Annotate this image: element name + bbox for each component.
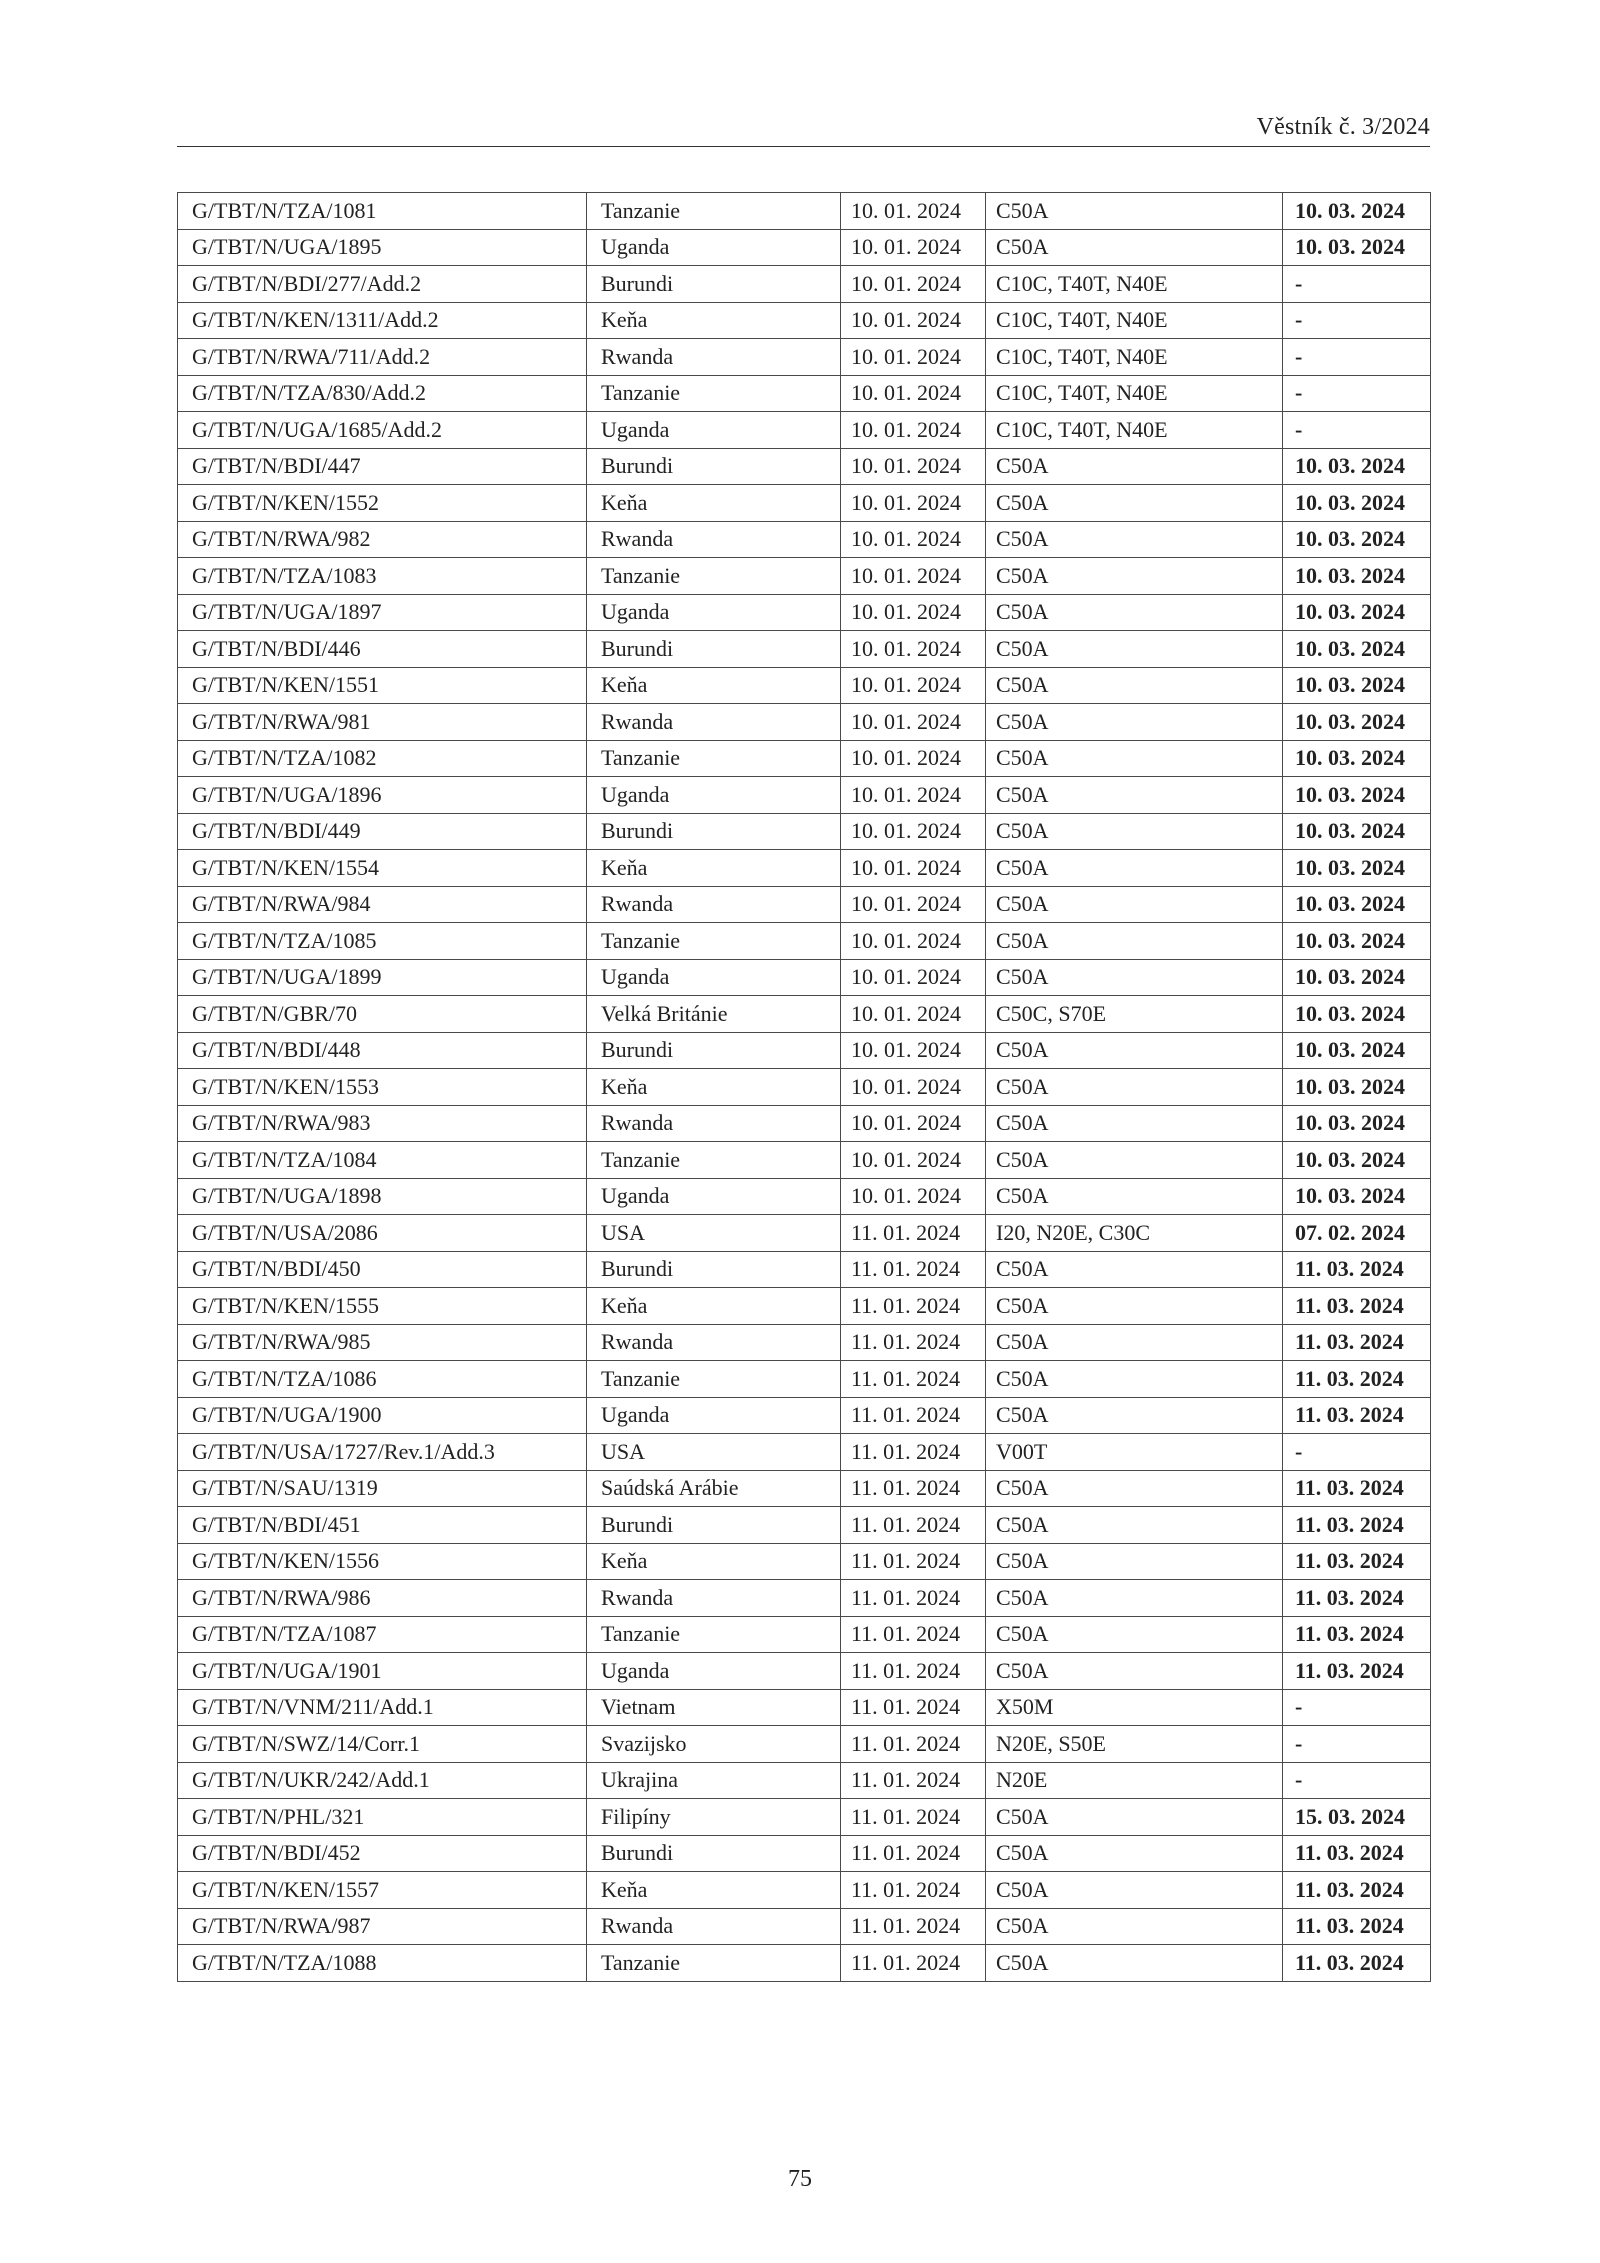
- deadline-cell: -: [1283, 412, 1431, 449]
- notification-symbol: G/TBT/N/USA/1727/Rev.1/Add.3: [178, 1434, 587, 1471]
- table-row: [178, 1142, 1431, 1179]
- codes-cell: C50A: [986, 594, 1283, 631]
- date-cell: 10. 01. 2024: [841, 777, 986, 814]
- table-row: [178, 850, 1431, 887]
- codes-cell: C50A: [986, 1908, 1283, 1945]
- date-cell: 11. 01. 2024: [841, 1251, 986, 1288]
- deadline-cell: 11. 03. 2024: [1283, 1653, 1431, 1690]
- date-cell: 10. 01. 2024: [841, 1105, 986, 1142]
- codes-cell: C10C, T40T, N40E: [986, 412, 1283, 449]
- country-cell: Velká Británie: [587, 996, 841, 1033]
- deadline-cell: 10. 03. 2024: [1283, 193, 1431, 230]
- codes-cell: C50A: [986, 1835, 1283, 1872]
- deadline-cell: -: [1283, 266, 1431, 303]
- notification-symbol: G/TBT/N/BDI/448: [178, 1032, 587, 1069]
- codes-cell: C50A: [986, 1397, 1283, 1434]
- notification-symbol: G/TBT/N/KEN/1311/Add.2: [178, 302, 587, 339]
- country-cell: Burundi: [587, 266, 841, 303]
- notification-symbol: G/TBT/N/BDI/452: [178, 1835, 587, 1872]
- country-cell: Uganda: [587, 777, 841, 814]
- codes-cell: C50A: [986, 1470, 1283, 1507]
- deadline-cell: 11. 03. 2024: [1283, 1543, 1431, 1580]
- codes-cell: C50A: [986, 667, 1283, 704]
- table-row: [178, 1799, 1431, 1836]
- date-cell: 10. 01. 2024: [841, 1069, 986, 1106]
- notification-symbol: G/TBT/N/BDI/451: [178, 1507, 587, 1544]
- country-cell: Keňa: [587, 667, 841, 704]
- date-cell: 10. 01. 2024: [841, 923, 986, 960]
- table-row: [178, 1653, 1431, 1690]
- notification-symbol: G/TBT/N/VNM/211/Add.1: [178, 1689, 587, 1726]
- notification-symbol: G/TBT/N/TZA/1084: [178, 1142, 587, 1179]
- date-cell: 10. 01. 2024: [841, 594, 986, 631]
- date-cell: 11. 01. 2024: [841, 1470, 986, 1507]
- deadline-cell: 11. 03. 2024: [1283, 1470, 1431, 1507]
- date-cell: 11. 01. 2024: [841, 1872, 986, 1909]
- date-cell: 11. 01. 2024: [841, 1507, 986, 1544]
- date-cell: 11. 01. 2024: [841, 1616, 986, 1653]
- deadline-cell: 10. 03. 2024: [1283, 667, 1431, 704]
- country-cell: Rwanda: [587, 521, 841, 558]
- notification-symbol: G/TBT/N/GBR/70: [178, 996, 587, 1033]
- country-cell: Rwanda: [587, 339, 841, 376]
- deadline-cell: 10. 03. 2024: [1283, 886, 1431, 923]
- notifications-table: [177, 192, 1431, 1982]
- deadline-cell: 11. 03. 2024: [1283, 1251, 1431, 1288]
- date-cell: 11. 01. 2024: [841, 1835, 986, 1872]
- country-cell: USA: [587, 1215, 841, 1252]
- notification-symbol: G/TBT/N/UGA/1898: [178, 1178, 587, 1215]
- codes-cell: C50A: [986, 485, 1283, 522]
- deadline-cell: 10. 03. 2024: [1283, 229, 1431, 266]
- codes-cell: C50A: [986, 1251, 1283, 1288]
- date-cell: 11. 01. 2024: [841, 1653, 986, 1690]
- country-cell: Vietnam: [587, 1689, 841, 1726]
- deadline-cell: 10. 03. 2024: [1283, 813, 1431, 850]
- country-cell: Svazijsko: [587, 1726, 841, 1763]
- table-row: [178, 1945, 1431, 1982]
- table-row: [178, 1908, 1431, 1945]
- codes-cell: C50A: [986, 1799, 1283, 1836]
- codes-cell: C50A: [986, 448, 1283, 485]
- notification-symbol: G/TBT/N/UGA/1685/Add.2: [178, 412, 587, 449]
- table-row: [178, 777, 1431, 814]
- date-cell: 10. 01. 2024: [841, 375, 986, 412]
- country-cell: Burundi: [587, 1507, 841, 1544]
- notification-symbol: G/TBT/N/TZA/1087: [178, 1616, 587, 1653]
- country-cell: Tanzanie: [587, 1142, 841, 1179]
- table-row: [178, 1105, 1431, 1142]
- country-cell: Keňa: [587, 1543, 841, 1580]
- table-row: [178, 375, 1431, 412]
- codes-cell: C10C, T40T, N40E: [986, 266, 1283, 303]
- date-cell: 10. 01. 2024: [841, 850, 986, 887]
- country-cell: Burundi: [587, 1251, 841, 1288]
- date-cell: 11. 01. 2024: [841, 1945, 986, 1982]
- deadline-cell: 10. 03. 2024: [1283, 1105, 1431, 1142]
- codes-cell: C50A: [986, 1616, 1283, 1653]
- date-cell: 10. 01. 2024: [841, 631, 986, 668]
- date-cell: 11. 01. 2024: [841, 1288, 986, 1325]
- date-cell: 11. 01. 2024: [841, 1434, 986, 1471]
- table-row: [178, 1032, 1431, 1069]
- codes-cell: X50M: [986, 1689, 1283, 1726]
- deadline-cell: 10. 03. 2024: [1283, 996, 1431, 1033]
- notification-symbol: G/TBT/N/RWA/985: [178, 1324, 587, 1361]
- date-cell: 10. 01. 2024: [841, 448, 986, 485]
- notification-symbol: G/TBT/N/UGA/1895: [178, 229, 587, 266]
- deadline-cell: 11. 03. 2024: [1283, 1580, 1431, 1617]
- codes-cell: C50A: [986, 1580, 1283, 1617]
- country-cell: Burundi: [587, 1032, 841, 1069]
- table-row: [178, 1215, 1431, 1252]
- country-cell: Burundi: [587, 448, 841, 485]
- table-row: [178, 193, 1431, 230]
- country-cell: Uganda: [587, 412, 841, 449]
- codes-cell: C50A: [986, 1178, 1283, 1215]
- country-cell: Filipíny: [587, 1799, 841, 1836]
- country-cell: Rwanda: [587, 1324, 841, 1361]
- table-row: [178, 1580, 1431, 1617]
- codes-cell: C50A: [986, 886, 1283, 923]
- deadline-cell: 10. 03. 2024: [1283, 521, 1431, 558]
- notification-symbol: G/TBT/N/UGA/1900: [178, 1397, 587, 1434]
- codes-cell: C50A: [986, 704, 1283, 741]
- table-row: [178, 1616, 1431, 1653]
- country-cell: Uganda: [587, 959, 841, 996]
- date-cell: 10. 01. 2024: [841, 302, 986, 339]
- date-cell: 10. 01. 2024: [841, 704, 986, 741]
- notification-symbol: G/TBT/N/TZA/830/Add.2: [178, 375, 587, 412]
- table-row: [178, 740, 1431, 777]
- codes-cell: C50A: [986, 850, 1283, 887]
- header-divider: [177, 146, 1430, 147]
- date-cell: 10. 01. 2024: [841, 339, 986, 376]
- country-cell: Tanzanie: [587, 375, 841, 412]
- country-cell: USA: [587, 1434, 841, 1471]
- deadline-cell: -: [1283, 302, 1431, 339]
- notification-symbol: G/TBT/N/USA/2086: [178, 1215, 587, 1252]
- deadline-cell: 10. 03. 2024: [1283, 594, 1431, 631]
- codes-cell: C50A: [986, 1872, 1283, 1909]
- codes-cell: C50A: [986, 1361, 1283, 1398]
- codes-cell: C50A: [986, 1142, 1283, 1179]
- notification-symbol: G/TBT/N/RWA/982: [178, 521, 587, 558]
- country-cell: Keňa: [587, 1069, 841, 1106]
- date-cell: 10. 01. 2024: [841, 740, 986, 777]
- notification-symbol: G/TBT/N/RWA/986: [178, 1580, 587, 1617]
- date-cell: 10. 01. 2024: [841, 1178, 986, 1215]
- country-cell: Rwanda: [587, 1908, 841, 1945]
- country-cell: Rwanda: [587, 1105, 841, 1142]
- country-cell: Keňa: [587, 850, 841, 887]
- country-cell: Uganda: [587, 1178, 841, 1215]
- date-cell: 11. 01. 2024: [841, 1324, 986, 1361]
- deadline-cell: -: [1283, 1762, 1431, 1799]
- codes-cell: C50A: [986, 1105, 1283, 1142]
- table-row: [178, 1762, 1431, 1799]
- country-cell: Uganda: [587, 1653, 841, 1690]
- deadline-cell: 10. 03. 2024: [1283, 923, 1431, 960]
- date-cell: 11. 01. 2024: [841, 1361, 986, 1398]
- table-row: [178, 1470, 1431, 1507]
- table-row: [178, 1872, 1431, 1909]
- country-cell: Keňa: [587, 302, 841, 339]
- notification-symbol: G/TBT/N/BDI/449: [178, 813, 587, 850]
- deadline-cell: 11. 03. 2024: [1283, 1616, 1431, 1653]
- country-cell: Tanzanie: [587, 1361, 841, 1398]
- deadline-cell: 15. 03. 2024: [1283, 1799, 1431, 1836]
- table-row: [178, 704, 1431, 741]
- codes-cell: C50A: [986, 740, 1283, 777]
- country-cell: Saúdská Arábie: [587, 1470, 841, 1507]
- table-row: [178, 558, 1431, 595]
- notification-symbol: G/TBT/N/UGA/1901: [178, 1653, 587, 1690]
- table-row: [178, 1689, 1431, 1726]
- date-cell: 11. 01. 2024: [841, 1726, 986, 1763]
- deadline-cell: -: [1283, 375, 1431, 412]
- table-row: [178, 521, 1431, 558]
- deadline-cell: 10. 03. 2024: [1283, 1032, 1431, 1069]
- deadline-cell: 11. 03. 2024: [1283, 1361, 1431, 1398]
- deadline-cell: 10. 03. 2024: [1283, 448, 1431, 485]
- date-cell: 10. 01. 2024: [841, 886, 986, 923]
- country-cell: Tanzanie: [587, 923, 841, 960]
- notification-symbol: G/TBT/N/SAU/1319: [178, 1470, 587, 1507]
- country-cell: Tanzanie: [587, 1616, 841, 1653]
- notification-symbol: G/TBT/N/RWA/981: [178, 704, 587, 741]
- date-cell: 11. 01. 2024: [841, 1580, 986, 1617]
- date-cell: 10. 01. 2024: [841, 229, 986, 266]
- country-cell: Uganda: [587, 229, 841, 266]
- notification-symbol: G/TBT/N/TZA/1081: [178, 193, 587, 230]
- codes-cell: C50A: [986, 959, 1283, 996]
- codes-cell: C50A: [986, 1543, 1283, 1580]
- deadline-cell: 10. 03. 2024: [1283, 959, 1431, 996]
- codes-cell: C50A: [986, 558, 1283, 595]
- table-row: [178, 1726, 1431, 1763]
- table-row: [178, 667, 1431, 704]
- table-row: [178, 594, 1431, 631]
- table-row: [178, 631, 1431, 668]
- deadline-cell: 10. 03. 2024: [1283, 1178, 1431, 1215]
- table-row: [178, 412, 1431, 449]
- codes-cell: C50A: [986, 1032, 1283, 1069]
- date-cell: 10. 01. 2024: [841, 1142, 986, 1179]
- date-cell: 10. 01. 2024: [841, 1032, 986, 1069]
- deadline-cell: -: [1283, 1434, 1431, 1471]
- table-row: [178, 339, 1431, 376]
- notification-symbol: G/TBT/N/BDI/450: [178, 1251, 587, 1288]
- notification-symbol: G/TBT/N/KEN/1552: [178, 485, 587, 522]
- table-row: [178, 485, 1431, 522]
- table-row: [178, 1069, 1431, 1106]
- date-cell: 11. 01. 2024: [841, 1762, 986, 1799]
- codes-cell: V00T: [986, 1434, 1283, 1471]
- notification-symbol: G/TBT/N/KEN/1557: [178, 1872, 587, 1909]
- table-row: [178, 886, 1431, 923]
- notification-symbol: G/TBT/N/SWZ/14/Corr.1: [178, 1726, 587, 1763]
- country-cell: Tanzanie: [587, 558, 841, 595]
- notification-symbol: G/TBT/N/BDI/277/Add.2: [178, 266, 587, 303]
- notification-symbol: G/TBT/N/TZA/1082: [178, 740, 587, 777]
- date-cell: 10. 01. 2024: [841, 521, 986, 558]
- deadline-cell: 10. 03. 2024: [1283, 1069, 1431, 1106]
- deadline-cell: -: [1283, 1726, 1431, 1763]
- deadline-cell: 11. 03. 2024: [1283, 1945, 1431, 1982]
- country-cell: Keňa: [587, 485, 841, 522]
- deadline-cell: 11. 03. 2024: [1283, 1872, 1431, 1909]
- deadline-cell: 10. 03. 2024: [1283, 777, 1431, 814]
- notification-symbol: G/TBT/N/BDI/447: [178, 448, 587, 485]
- notification-symbol: G/TBT/N/TZA/1088: [178, 1945, 587, 1982]
- country-cell: Rwanda: [587, 1580, 841, 1617]
- codes-cell: C10C, T40T, N40E: [986, 339, 1283, 376]
- country-cell: Tanzanie: [587, 193, 841, 230]
- codes-cell: N20E, S50E: [986, 1726, 1283, 1763]
- notification-symbol: G/TBT/N/BDI/446: [178, 631, 587, 668]
- date-cell: 10. 01. 2024: [841, 266, 986, 303]
- date-cell: 11. 01. 2024: [841, 1543, 986, 1580]
- date-cell: 11. 01. 2024: [841, 1689, 986, 1726]
- table-row: [178, 923, 1431, 960]
- date-cell: 11. 01. 2024: [841, 1397, 986, 1434]
- table-row: [178, 1178, 1431, 1215]
- date-cell: 10. 01. 2024: [841, 558, 986, 595]
- table-row: [178, 1434, 1431, 1471]
- codes-cell: C50A: [986, 1324, 1283, 1361]
- country-cell: Ukrajina: [587, 1762, 841, 1799]
- codes-cell: C10C, T40T, N40E: [986, 375, 1283, 412]
- notification-symbol: G/TBT/N/RWA/983: [178, 1105, 587, 1142]
- codes-cell: C50A: [986, 1507, 1283, 1544]
- deadline-cell: -: [1283, 1689, 1431, 1726]
- table-row: [178, 448, 1431, 485]
- date-cell: 11. 01. 2024: [841, 1799, 986, 1836]
- notification-symbol: G/TBT/N/UGA/1896: [178, 777, 587, 814]
- notification-symbol: G/TBT/N/RWA/984: [178, 886, 587, 923]
- date-cell: 10. 01. 2024: [841, 959, 986, 996]
- codes-cell: C10C, T40T, N40E: [986, 302, 1283, 339]
- codes-cell: C50A: [986, 1945, 1283, 1982]
- table-row: [178, 959, 1431, 996]
- table-row: [178, 1835, 1431, 1872]
- codes-cell: C50C, S70E: [986, 996, 1283, 1033]
- table-row: [178, 1288, 1431, 1325]
- notification-symbol: G/TBT/N/KEN/1554: [178, 850, 587, 887]
- notification-symbol: G/TBT/N/KEN/1555: [178, 1288, 587, 1325]
- date-cell: 11. 01. 2024: [841, 1215, 986, 1252]
- notification-symbol: G/TBT/N/UKR/242/Add.1: [178, 1762, 587, 1799]
- notification-symbol: G/TBT/N/UGA/1899: [178, 959, 587, 996]
- codes-cell: C50A: [986, 229, 1283, 266]
- notification-symbol: G/TBT/N/RWA/711/Add.2: [178, 339, 587, 376]
- codes-cell: C50A: [986, 1069, 1283, 1106]
- codes-cell: C50A: [986, 923, 1283, 960]
- deadline-cell: 10. 03. 2024: [1283, 631, 1431, 668]
- date-cell: 10. 01. 2024: [841, 813, 986, 850]
- date-cell: 10. 01. 2024: [841, 193, 986, 230]
- codes-cell: C50A: [986, 631, 1283, 668]
- country-cell: Burundi: [587, 813, 841, 850]
- deadline-cell: 11. 03. 2024: [1283, 1908, 1431, 1945]
- country-cell: Rwanda: [587, 886, 841, 923]
- codes-cell: C50A: [986, 1653, 1283, 1690]
- table-row: [178, 229, 1431, 266]
- deadline-cell: 11. 03. 2024: [1283, 1507, 1431, 1544]
- table-row: [178, 1324, 1431, 1361]
- date-cell: 10. 01. 2024: [841, 412, 986, 449]
- table-row: [178, 1397, 1431, 1434]
- country-cell: Keňa: [587, 1288, 841, 1325]
- date-cell: 10. 01. 2024: [841, 667, 986, 704]
- notification-symbol: G/TBT/N/TZA/1085: [178, 923, 587, 960]
- notification-symbol: G/TBT/N/UGA/1897: [178, 594, 587, 631]
- codes-cell: I20, N20E, C30C: [986, 1215, 1283, 1252]
- notification-symbol: G/TBT/N/KEN/1553: [178, 1069, 587, 1106]
- deadline-cell: 10. 03. 2024: [1283, 850, 1431, 887]
- notification-symbol: G/TBT/N/TZA/1083: [178, 558, 587, 595]
- table-row: [178, 302, 1431, 339]
- codes-cell: C50A: [986, 813, 1283, 850]
- deadline-cell: 11. 03. 2024: [1283, 1835, 1431, 1872]
- codes-cell: C50A: [986, 193, 1283, 230]
- country-cell: Burundi: [587, 1835, 841, 1872]
- country-cell: Uganda: [587, 594, 841, 631]
- deadline-cell: 11. 03. 2024: [1283, 1288, 1431, 1325]
- deadline-cell: 10. 03. 2024: [1283, 485, 1431, 522]
- deadline-cell: -: [1283, 339, 1431, 376]
- country-cell: Keňa: [587, 1872, 841, 1909]
- deadline-cell: 10. 03. 2024: [1283, 558, 1431, 595]
- deadline-cell: 07. 02. 2024: [1283, 1215, 1431, 1252]
- country-cell: Burundi: [587, 631, 841, 668]
- table-row: [178, 1543, 1431, 1580]
- table-row: [178, 266, 1431, 303]
- codes-cell: C50A: [986, 777, 1283, 814]
- date-cell: 10. 01. 2024: [841, 996, 986, 1033]
- codes-cell: C50A: [986, 1288, 1283, 1325]
- bulletin-title: Věstník č. 3/2024: [1256, 114, 1430, 140]
- notification-symbol: G/TBT/N/KEN/1551: [178, 667, 587, 704]
- table-row: [178, 1507, 1431, 1544]
- table-row: [178, 1251, 1431, 1288]
- notifications-table-body: [178, 193, 1431, 1982]
- notification-symbol: G/TBT/N/PHL/321: [178, 1799, 587, 1836]
- table-row: [178, 996, 1431, 1033]
- table-row: [178, 813, 1431, 850]
- country-cell: Tanzanie: [587, 1945, 841, 1982]
- page-number: 75: [788, 2166, 812, 2192]
- codes-cell: C50A: [986, 521, 1283, 558]
- codes-cell: N20E: [986, 1762, 1283, 1799]
- date-cell: 11. 01. 2024: [841, 1908, 986, 1945]
- deadline-cell: 10. 03. 2024: [1283, 740, 1431, 777]
- date-cell: 10. 01. 2024: [841, 485, 986, 522]
- notification-symbol: G/TBT/N/RWA/987: [178, 1908, 587, 1945]
- notification-symbol: G/TBT/N/KEN/1556: [178, 1543, 587, 1580]
- deadline-cell: 11. 03. 2024: [1283, 1397, 1431, 1434]
- country-cell: Tanzanie: [587, 740, 841, 777]
- deadline-cell: 10. 03. 2024: [1283, 704, 1431, 741]
- country-cell: Rwanda: [587, 704, 841, 741]
- country-cell: Uganda: [587, 1397, 841, 1434]
- table-row: [178, 1361, 1431, 1398]
- deadline-cell: 10. 03. 2024: [1283, 1142, 1431, 1179]
- notification-symbol: G/TBT/N/TZA/1086: [178, 1361, 587, 1398]
- deadline-cell: 11. 03. 2024: [1283, 1324, 1431, 1361]
